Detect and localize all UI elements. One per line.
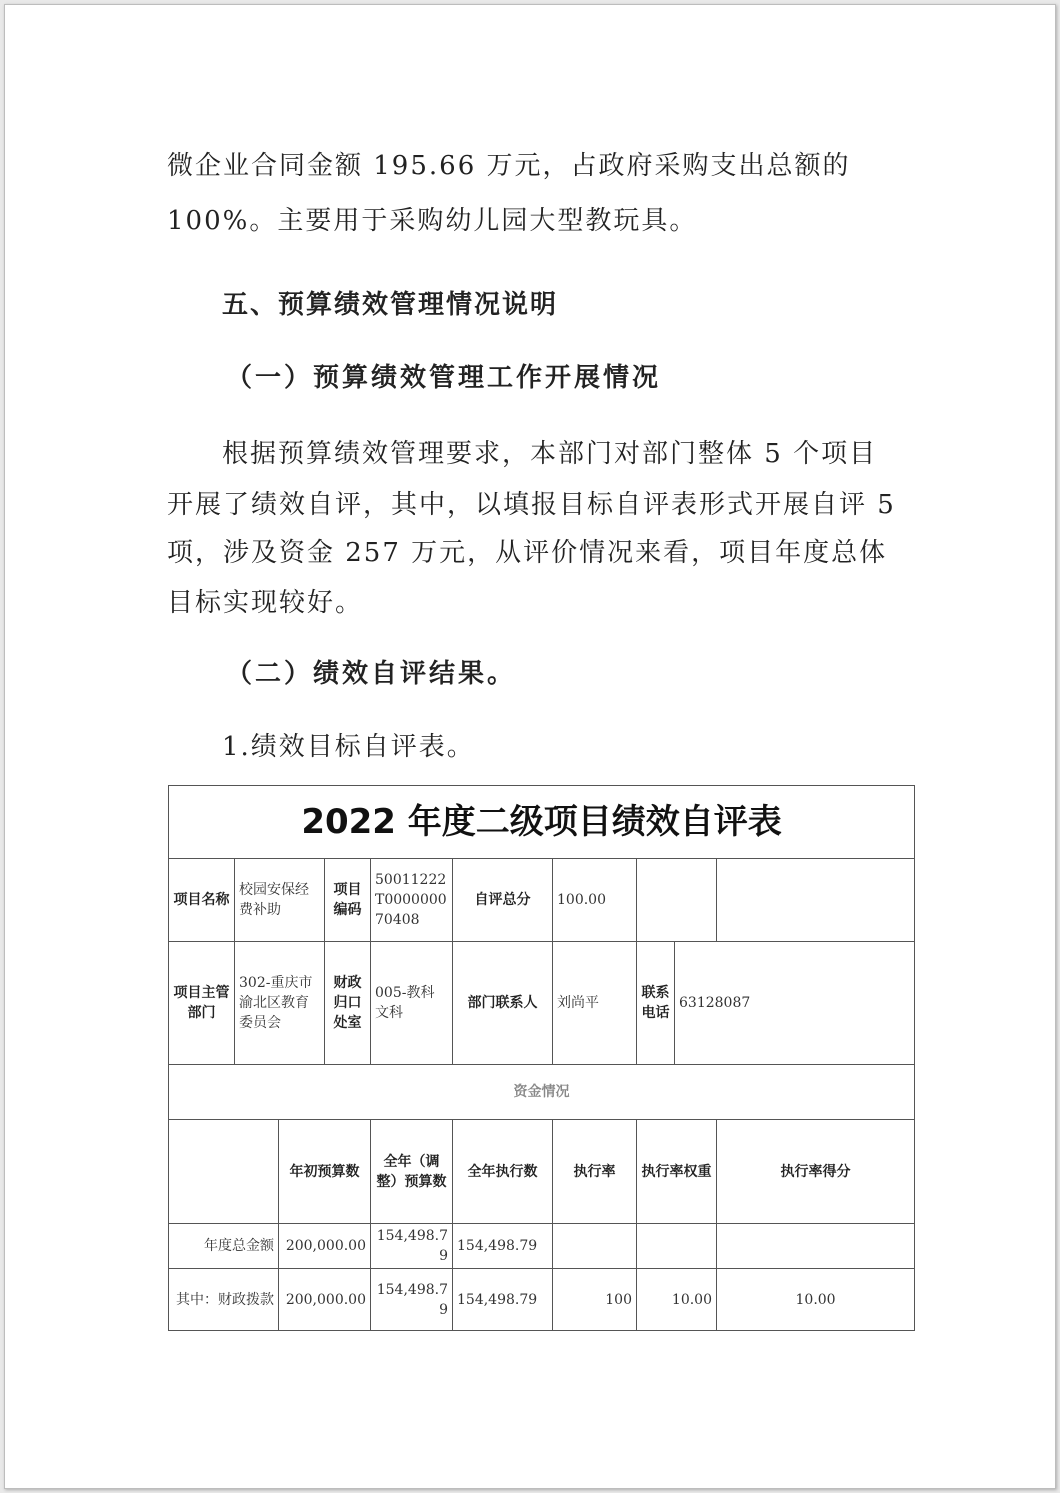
dept-label: 项目主管部门 [169,942,235,1065]
body-text-line: 项，涉及资金 257 万元，从评价情况来看，项目年度总体 [167,538,888,568]
body-text-line: 根据预算绩效管理要求，本部门对部门整体 5 个项目 [222,439,878,469]
executed-value: 154,498.79 [453,1224,553,1269]
contact-label: 部门联系人 [453,942,553,1065]
phone-value: 63128087 [675,942,915,1065]
col-adjusted-budget: 全年（调整）预算数 [371,1120,453,1224]
exec-rate-value [553,1224,637,1269]
initial-budget-value: 200,000.00 [279,1224,371,1269]
empty-header-cell [169,1120,279,1224]
table-title: 2022 年度二级项目绩效自评表 [169,786,915,859]
performance-evaluation-table [168,785,915,1331]
project-code-value: 50011222T000000070408 [371,859,453,942]
score-value: 100.00 [553,859,637,942]
empty-cell [717,859,915,942]
project-code-label: 项目编码 [325,859,371,942]
item-heading: 1.绩效目标自评表。 [222,732,475,762]
body-text-line: 微企业合同金额 195.66 万元，占政府采购支出总额的 [167,151,851,181]
phone-label: 联系电话 [637,942,675,1065]
rate-weight-value [637,1224,717,1269]
dept-value: 302-重庆市渝北区教育委员会 [235,942,325,1065]
body-text-line: 开展了绩效自评，其中，以填报目标自评表形式开展自评 5 [167,490,896,520]
rate-score-value: 10.00 [717,1269,915,1331]
initial-budget-value: 200,000.00 [279,1269,371,1331]
col-rate-score: 执行率得分 [717,1120,915,1224]
subsection-heading: （二）绩效自评结果。 [226,659,517,689]
empty-cell [637,859,717,942]
adjusted-budget-value: 154,498.79 [371,1224,453,1269]
row-label: 年度总金额 [169,1224,279,1269]
section-heading: 五、预算绩效管理情况说明 [222,290,559,320]
body-text-line: 100%。主要用于采购幼儿园大型教玩具。 [167,206,698,236]
rate-score-value [717,1224,915,1269]
row-label: 其中：财政拨款 [169,1269,279,1331]
col-rate-weight: 执行率权重 [637,1120,717,1224]
table-row [169,1269,915,1331]
col-exec-rate: 执行率 [553,1120,637,1224]
contact-value: 刘尚平 [553,942,637,1065]
executed-value: 154,498.79 [453,1269,553,1331]
col-executed: 全年执行数 [453,1120,553,1224]
fund-section-header: 资金情况 [169,1065,915,1120]
subsection-heading: （一）预算绩效管理工作开展情况 [226,363,662,393]
finance-value: 005-教科文科 [371,942,453,1065]
adjusted-budget-value: 154,498.79 [371,1269,453,1331]
table-row [169,1224,915,1269]
rate-weight-value: 10.00 [637,1269,717,1331]
project-name-label: 项目名称 [169,859,235,942]
body-text-line: 目标实现较好。 [167,588,364,618]
exec-rate-value: 100 [553,1269,637,1331]
col-initial-budget: 年初预算数 [279,1120,371,1224]
finance-label: 财政归口处室 [325,942,371,1065]
score-label: 自评总分 [453,859,553,942]
project-name-value: 校园安保经费补助 [235,859,325,942]
